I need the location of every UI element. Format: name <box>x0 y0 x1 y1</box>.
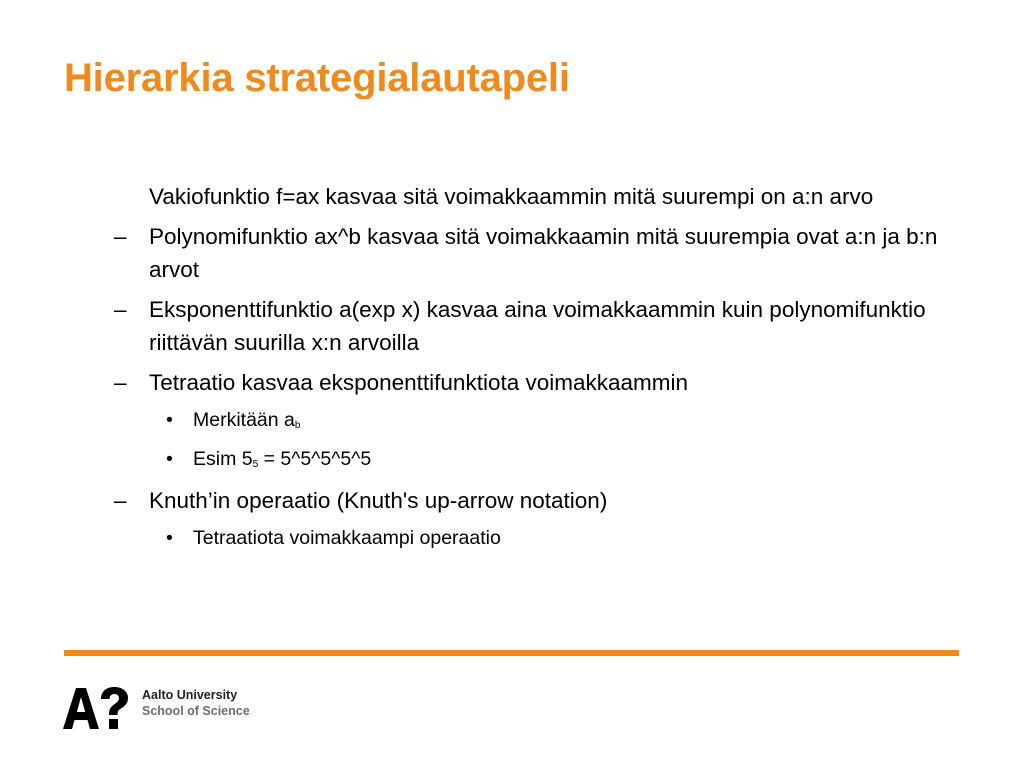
dash-marker: – <box>114 488 127 513</box>
list-item <box>114 366 974 399</box>
sub-list-item <box>114 524 974 552</box>
sub-list-item <box>114 406 974 440</box>
university-name: Aalto University <box>142 688 238 702</box>
sub-item-text: Tetraatiota voimakkaampi operaatio <box>193 527 501 549</box>
bullet-marker: • <box>166 527 173 549</box>
dash-marker: – <box>114 224 127 249</box>
list-item-text: Vakiofunktio f=ax kasvaa sitä voimakkaammin mitä suurempi on a:n arvo <box>149 184 874 209</box>
university-name-block <box>142 687 250 719</box>
list-item-text: Knuth’in operaatio (Knuth's up-arrow notation) <box>149 488 608 513</box>
subscript: 5 <box>252 459 259 470</box>
sub-item-text: Merkitään a <box>193 409 295 431</box>
dash-marker: – <box>114 297 127 322</box>
list-item <box>114 293 974 359</box>
list-item <box>114 220 974 286</box>
bullet-marker: • <box>166 409 173 431</box>
aalto-logo-icon <box>63 686 129 730</box>
bullet-list <box>114 180 974 557</box>
list-item <box>114 484 974 517</box>
subscript: b <box>294 420 301 431</box>
school-name: School of Science <box>142 704 250 718</box>
list-item-text: Eksponenttifunktio a(exp x) kasvaa aina voimakkaammin kuin polynomifunktio riittävän suurilla x:n arvoilla <box>149 297 926 355</box>
list-item <box>114 180 974 213</box>
sub-item-text: Esim 5 <box>193 448 253 470</box>
list-item-text: Tetraatio kasvaa eksponenttifunktiota voimakkaammin <box>149 370 689 395</box>
bullet-marker: • <box>166 448 173 470</box>
dash-marker: – <box>114 370 127 395</box>
sub-item-text-after: = 5^5^5^5^5 <box>258 448 372 470</box>
footer-divider <box>64 650 959 656</box>
sub-list-item <box>114 445 974 479</box>
slide-title: Hierarkia strategialautapeli <box>64 56 570 100</box>
list-item-text: Polynomifunktio ax^b kasvaa sitä voimakkaamin mitä suurempia ovat a:n ja b:n arvot <box>149 224 938 282</box>
